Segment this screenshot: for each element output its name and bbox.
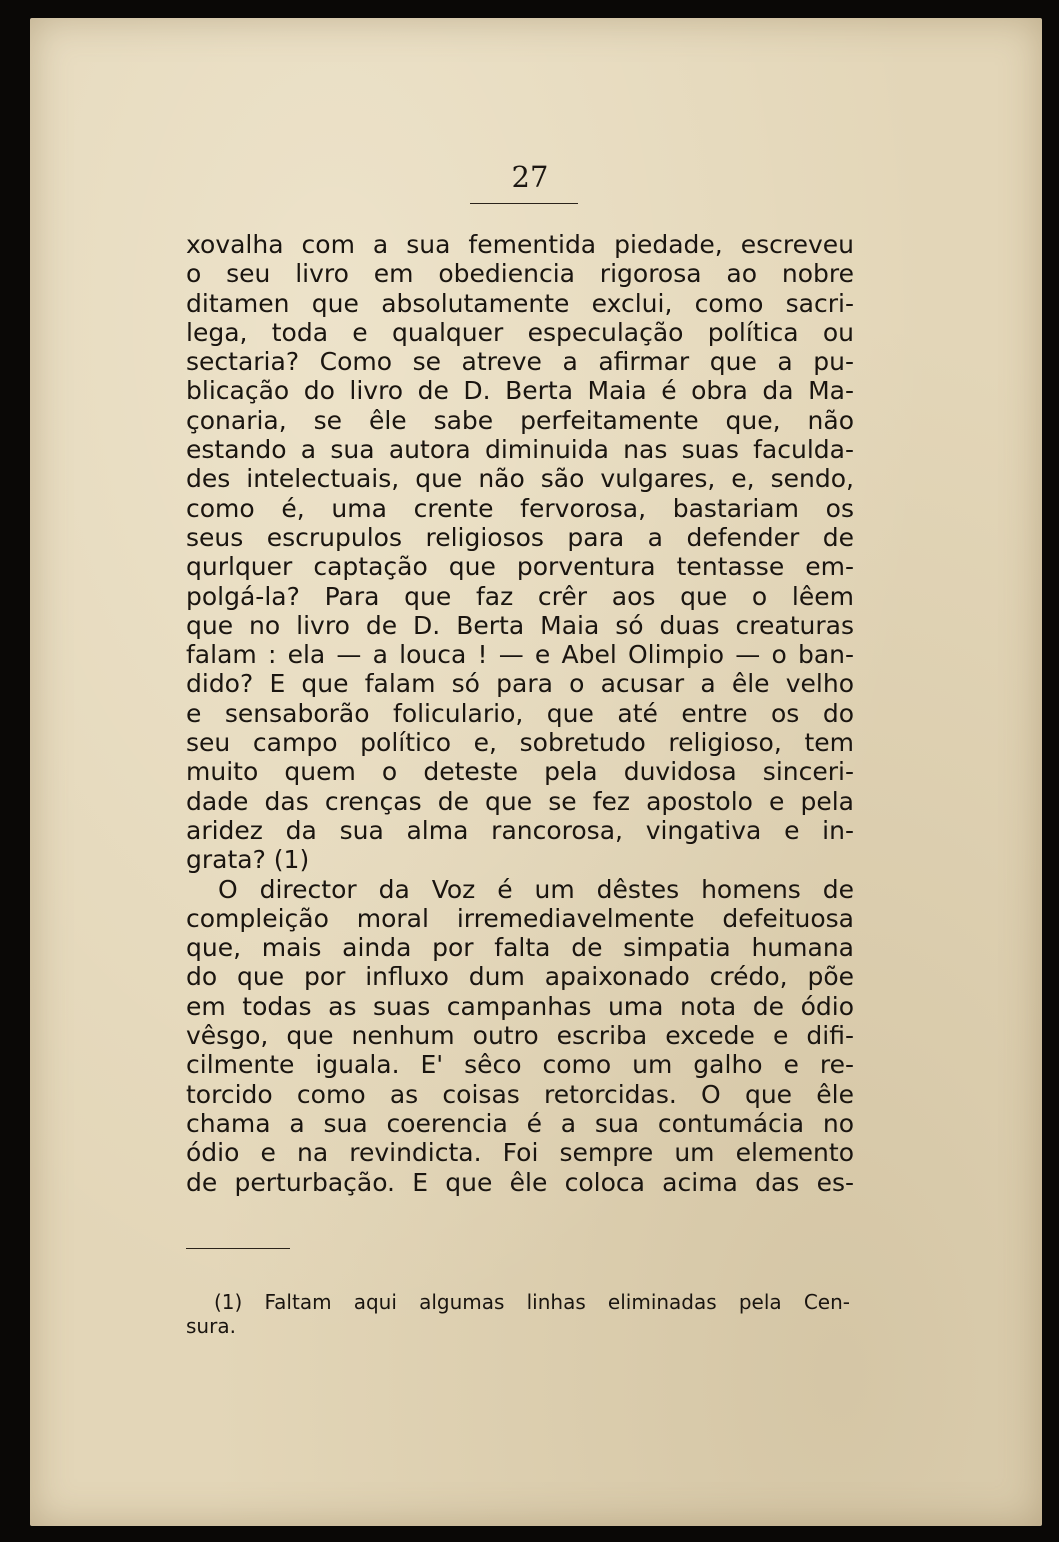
text-line: ditamen que absolutamente exclui, como sacri- xyxy=(186,288,854,318)
text-line: muito quem o deteste pela duvidosa sinceri- xyxy=(186,757,854,787)
text-line: cilmente iguala. E' sêco como um galho e re- xyxy=(186,1050,854,1080)
text-line: falam : ela — a louca ! — e Abel Olimpio — o ban- xyxy=(186,640,854,670)
text-line: que, mais ainda por falta de simpatia humana xyxy=(186,933,854,963)
text-line: dido? E que falam só para o acusar a êle velho xyxy=(186,669,854,699)
footnote xyxy=(186,1290,850,1338)
text-line: polgá-la? Para que faz crêr aos que o lêem xyxy=(186,581,854,611)
text-line: ódio e na revindicta. Foi sempre um elemento xyxy=(186,1138,854,1168)
text-line: seu campo político e, sobretudo religioso, tem xyxy=(186,728,854,758)
text-line: des intelectuais, que não são vulgares, e, sendo, xyxy=(186,464,854,494)
text-line: torcido como as coisas retorcidas. O que êle xyxy=(186,1079,854,1109)
text-line: de perturbação. E que êle coloca acima das es- xyxy=(186,1167,854,1197)
footnote-rule xyxy=(186,1248,290,1249)
text-line: que no livro de D. Berta Maia só duas creaturas xyxy=(186,610,854,640)
text-line: blicação do livro de D. Berta Maia é obra da Ma- xyxy=(186,376,854,406)
body-text xyxy=(186,230,854,1197)
text-line: como é, uma crente fervorosa, bastariam os xyxy=(186,493,854,523)
text-line: chama a sua coerencia é a sua contumácia no xyxy=(186,1108,854,1138)
text-line: do que por influxo dum apaixonado crédo, põe xyxy=(186,962,854,992)
text-line: xovalha com a sua fementida piedade, escreveu xyxy=(186,230,854,259)
text-line: lega, toda e qualquer especulação política ou xyxy=(186,317,854,347)
footnote-line: (1) Faltam aqui algumas linhas eliminadas pela Cen- xyxy=(214,1290,850,1314)
text-line: dade das crenças de que se fez apostolo e pela xyxy=(186,786,854,816)
text-line: em todas as suas campanhas uma nota de ódio xyxy=(186,991,854,1021)
text-line: vêsgo, que nenhum outro escriba excede e difi- xyxy=(186,1021,854,1051)
text-line: o seu livro em obediencia rigorosa ao nobre xyxy=(186,259,854,289)
text-line: grata? (1) xyxy=(186,845,310,875)
footnote-line: sura. xyxy=(186,1314,236,1338)
text-line: compleição moral irremediavelmente defeituosa xyxy=(186,903,854,933)
page-number: 27 xyxy=(511,160,549,194)
page-number-rule xyxy=(470,203,578,204)
text-line: estando a sua autora diminuida nas suas faculda- xyxy=(186,435,854,465)
text-line: O director da Voz é um dêstes homens de xyxy=(218,874,854,904)
text-line: e sensaborão foliculario, que até entre os do xyxy=(186,698,854,728)
text-line: seus escrupulos religiosos para a defender de xyxy=(186,522,854,552)
text-line: sectaria? Como se atreve a afirmar que a pu- xyxy=(186,347,854,377)
text-line: qurlquer captação que porventura tentasse em- xyxy=(186,552,854,582)
text-line: çonaria, se êle sabe perfeitamente que, não xyxy=(186,405,854,435)
text-line: aridez da sua alma rancorosa, vingativa e in- xyxy=(186,815,854,845)
